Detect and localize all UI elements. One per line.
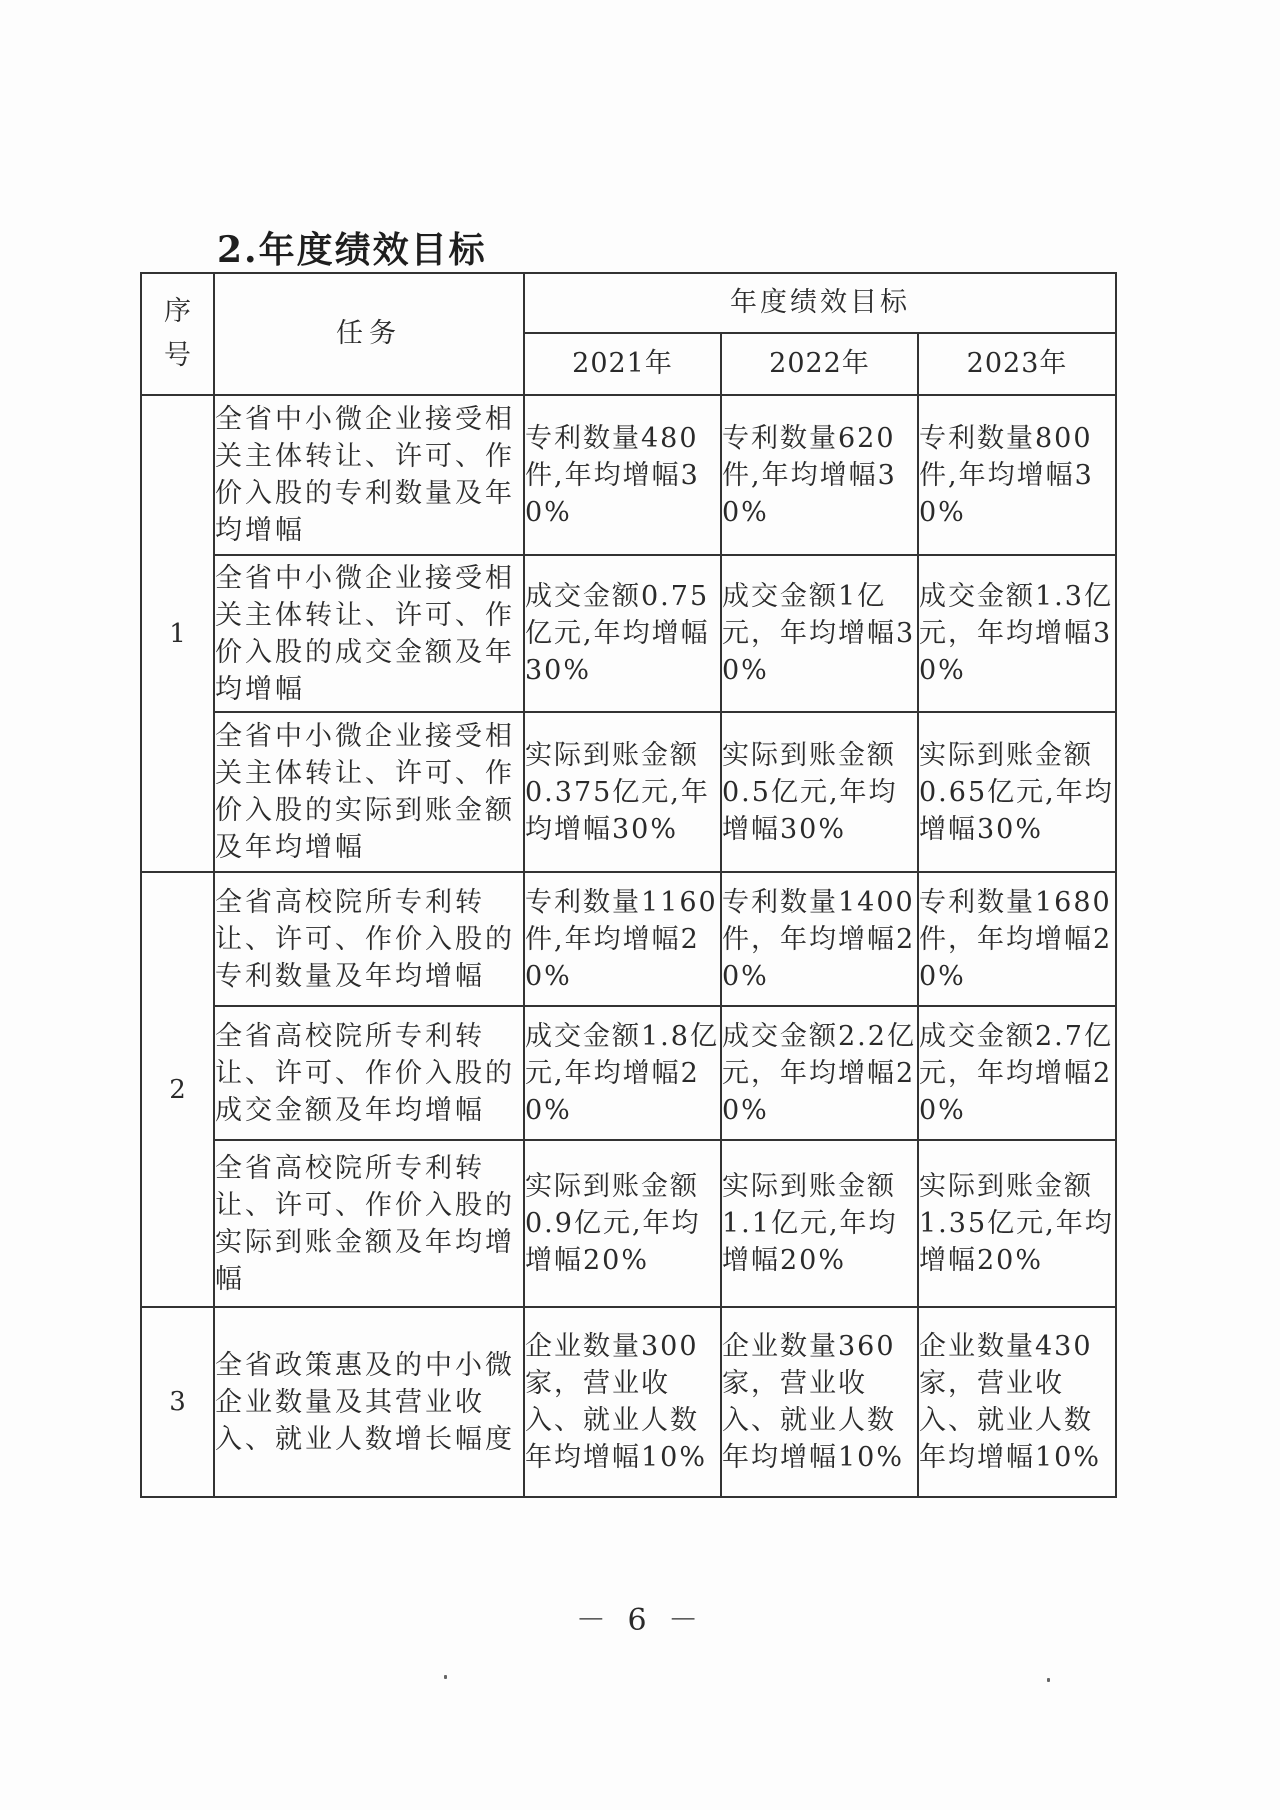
goal-cell-2023: 成交金额1.3亿元，年均增幅30% <box>918 555 1116 712</box>
task-cell: 全省高校院所专利转让、许可、作价入股的成交金额及年均增幅 <box>214 1006 524 1140</box>
goal-cell-2022: 成交金额1亿元，年均增幅30% <box>721 555 918 712</box>
header-seq <box>141 273 214 395</box>
table-row <box>141 1307 1116 1497</box>
goal-cell-2022: 实际到账金额0.5亿元,年均增幅30% <box>721 712 918 872</box>
table-row <box>141 395 1116 555</box>
goal-cell-2021: 成交金额1.8亿元,年均增幅20% <box>524 1006 721 1140</box>
header-seq-line2: 号 <box>164 340 191 371</box>
goal-cell-2023: 专利数量800件,年均增幅30% <box>918 395 1116 555</box>
table-row <box>141 872 1116 1006</box>
header-seq-line1: 序 <box>164 296 191 327</box>
header-task: 任务 <box>214 273 524 395</box>
goal-cell-2022: 实际到账金额1.1亿元,年均增幅20% <box>721 1140 918 1307</box>
table-row <box>141 1006 1116 1140</box>
task-cell: 全省高校院所专利转让、许可、作价入股的实际到账金额及年均增幅 <box>214 1140 524 1307</box>
task-cell: 全省中小微企业接受相关主体转让、许可、作价入股的专利数量及年均增幅 <box>214 395 524 555</box>
goal-cell-2021: 专利数量480件,年均增幅30% <box>524 395 721 555</box>
table-row <box>141 712 1116 872</box>
goal-cell-2021: 企业数量300家，营业收入、就业人数年均增幅10% <box>524 1307 721 1497</box>
table-header <box>141 273 1116 395</box>
section-title: 2.年度绩效目标 <box>217 229 487 271</box>
task-cell: 全省政策惠及的中小微企业数量及其营业收入、就业人数增长幅度 <box>214 1307 524 1497</box>
goal-cell-2021: 成交金额0.75亿元,年均增幅30% <box>524 555 721 712</box>
goal-cell-2023: 企业数量430家，营业收入、就业人数年均增幅10% <box>918 1307 1116 1497</box>
goal-cell-2022: 专利数量1400件，年均增幅20% <box>721 872 918 1006</box>
header-year-2022: 2022年 <box>721 333 918 395</box>
goal-cell-2022: 专利数量620件,年均增幅30% <box>721 395 918 555</box>
header-annual-goal: 年度绩效目标 <box>524 273 1116 333</box>
scan-speck <box>444 1675 447 1679</box>
goal-cell-2022: 成交金额2.2亿元，年均增幅20% <box>721 1006 918 1140</box>
table-row <box>141 555 1116 712</box>
seq-cell: 2 <box>141 872 214 1307</box>
scan-speck <box>1047 1678 1050 1682</box>
task-cell: 全省中小微企业接受相关主体转让、许可、作价入股的成交金额及年均增幅 <box>214 555 524 712</box>
goal-cell-2023: 专利数量1680件，年均增幅20% <box>918 872 1116 1006</box>
goal-cell-2021: 专利数量1160件,年均增幅20% <box>524 872 721 1006</box>
performance-goals-table <box>140 272 1117 1498</box>
goal-cell-2022: 企业数量360家，营业收入、就业人数年均增幅10% <box>721 1307 918 1497</box>
seq-cell: 3 <box>141 1307 214 1497</box>
task-cell: 全省高校院所专利转让、许可、作价入股的专利数量及年均增幅 <box>214 872 524 1006</box>
header-year-2023: 2023年 <box>918 333 1116 395</box>
task-cell: 全省中小微企业接受相关主体转让、许可、作价入股的实际到账金额及年均增幅 <box>214 712 524 872</box>
goal-cell-2021: 实际到账金额0.375亿元,年均增幅30% <box>524 712 721 872</box>
page-number: － 6 － <box>575 1603 705 1638</box>
goal-cell-2023: 实际到账金额1.35亿元,年均增幅20% <box>918 1140 1116 1307</box>
goal-cell-2023: 实际到账金额0.65亿元,年均增幅30% <box>918 712 1116 872</box>
table-row <box>141 1140 1116 1307</box>
goal-cell-2023: 成交金额2.7亿元，年均增幅20% <box>918 1006 1116 1140</box>
header-year-2021: 2021年 <box>524 333 721 395</box>
seq-cell: 1 <box>141 395 214 872</box>
goal-cell-2021: 实际到账金额0.9亿元,年均增幅20% <box>524 1140 721 1307</box>
